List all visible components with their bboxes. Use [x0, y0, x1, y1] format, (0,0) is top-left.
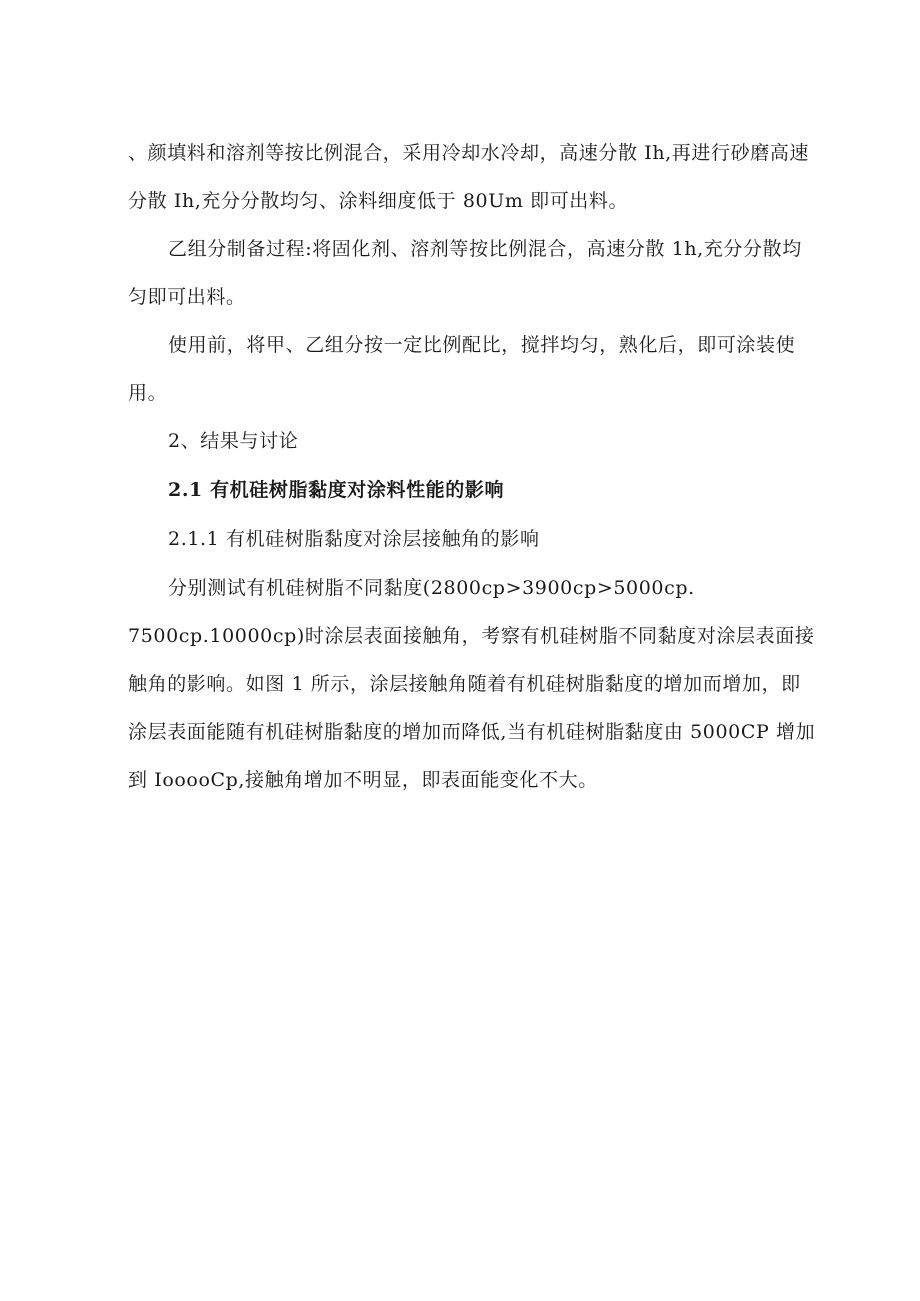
paragraph-4-line-3: 触角的影响。如图 1 所示，涂层接触角随着有机硅树脂黏度的增加而增加，即	[128, 673, 801, 695]
section-heading-2: 2、结果与讨论	[168, 430, 299, 452]
paragraph-2-line-1: 乙组分制备过程:将固化剂、溶剂等按比例混合，高速分散 1h,充分分散均	[168, 238, 802, 260]
paragraph-4-line-5: 到 IooooCp,接触角增加不明显，即表面能变化不大。	[128, 769, 598, 791]
paragraph-4-line-2: 7500cp.10000cp)时涂层表面接触角，考察有机硅树脂不同黏度对涂层表面接	[128, 625, 815, 647]
paragraph-2-line-2: 匀即可出料。	[128, 286, 246, 308]
paragraph-1-line-1: 、颜填料和溶剂等按比例混合，采用冷却水冷却，高速分散 Ih,再进行砂磨高速	[128, 142, 810, 164]
paragraph-4-line-1: 分别测试有机硅树脂不同黏度(2800cp>3900cp>5000cp.	[168, 577, 695, 599]
paragraph-1-line-2: 分散 Ih,充分分散均匀、涂料细度低于 80Um 即可出料。	[128, 190, 629, 212]
paragraph-4-line-4: 涂层表面能随有机硅树脂黏度的增加而降低,当有机硅树脂黏度由 5000CP 增加	[128, 721, 816, 743]
paragraph-3-line-2: 用。	[128, 382, 168, 404]
paragraph-3-line-1: 使用前，将甲、乙组分按一定比例配比，搅拌均匀，熟化后，即可涂装使	[168, 334, 796, 356]
subsection-heading-2-1: 2.1 有机硅树脂黏度对涂料性能的影响	[168, 479, 505, 501]
subsection-heading-2-1-1: 2.1.1 有机硅树脂黏度对涂层接触角的影响	[168, 528, 540, 550]
